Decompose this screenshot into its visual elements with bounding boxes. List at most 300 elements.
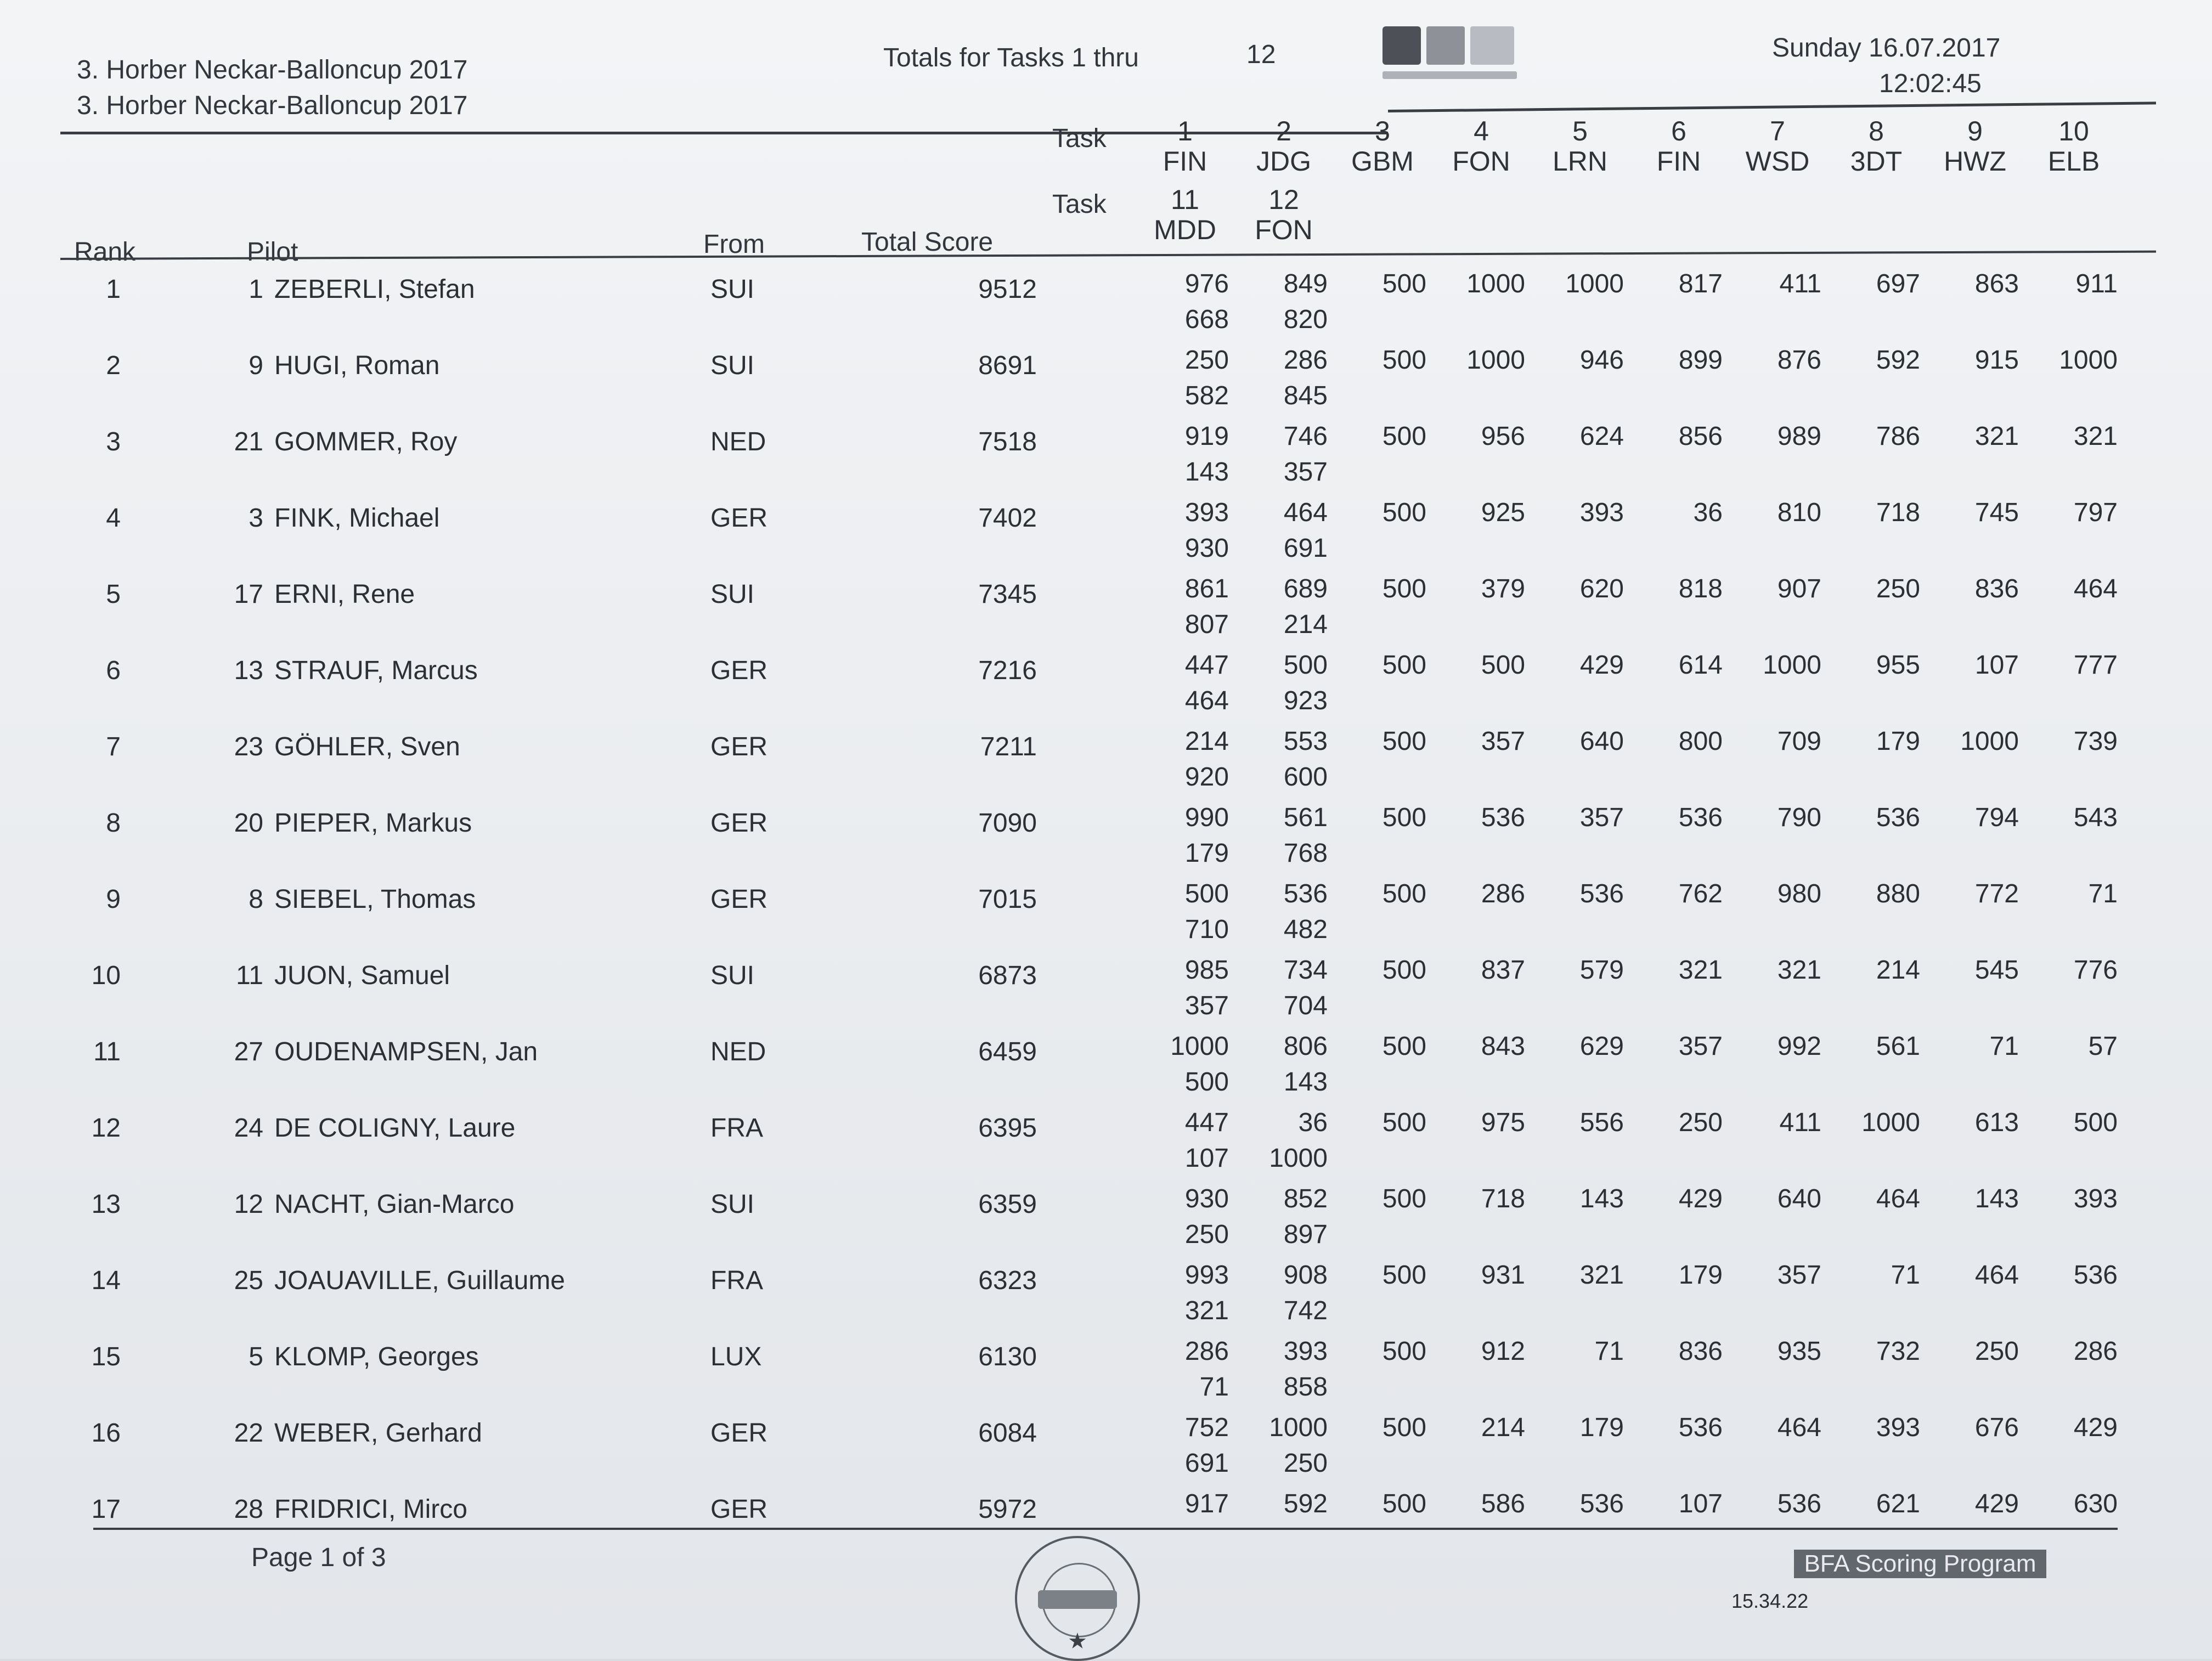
total-score-cell: 6873 bbox=[978, 961, 1037, 990]
pilot-name: OUDENAMPSEN, Jan bbox=[274, 1037, 538, 1066]
task-5-score: 640 bbox=[1579, 727, 1624, 756]
task-10-score: 393 bbox=[2073, 1184, 2118, 1213]
task-10-score: 777 bbox=[2073, 651, 2118, 680]
task-11-code: MDD bbox=[1154, 214, 1216, 245]
country-cell: GER bbox=[710, 809, 768, 838]
task-10-score: 536 bbox=[2073, 1261, 2118, 1290]
task-8-score: 214 bbox=[1876, 956, 1920, 985]
task-3-score: 500 bbox=[1382, 727, 1426, 756]
task-label-2: Task bbox=[1052, 190, 1107, 219]
task-12-score: 845 bbox=[1283, 381, 1328, 410]
table-head-rule bbox=[60, 251, 2156, 260]
task-6-score: 836 bbox=[1678, 1337, 1723, 1366]
task-2-score: 500 bbox=[1283, 651, 1328, 680]
task-9-score: 745 bbox=[1974, 498, 2019, 527]
total-score-cell: 6459 bbox=[978, 1037, 1037, 1066]
task-10-score: 464 bbox=[2073, 574, 2118, 603]
pilot-number: 23 bbox=[234, 732, 263, 761]
pilot-number: 11 bbox=[236, 961, 263, 990]
task-1-score: 214 bbox=[1184, 727, 1229, 756]
task-10-score: 321 bbox=[2073, 422, 2118, 451]
task-12-score: 691 bbox=[1283, 534, 1328, 563]
task-3-score: 500 bbox=[1382, 1108, 1426, 1137]
task-5-score: 143 bbox=[1579, 1184, 1624, 1213]
pilot-number: 25 bbox=[234, 1266, 263, 1295]
task-6-score: 321 bbox=[1678, 956, 1723, 985]
total-score-cell: 7345 bbox=[978, 580, 1037, 609]
pilot-name: ZEBERLI, Stefan bbox=[274, 275, 475, 304]
pilot-number: 27 bbox=[234, 1037, 263, 1066]
col-from: From bbox=[703, 230, 765, 259]
total-score-cell: 7015 bbox=[978, 885, 1037, 914]
task-7-score: 790 bbox=[1777, 803, 1821, 832]
task-4-score: 214 bbox=[1481, 1413, 1525, 1442]
task-3-score: 500 bbox=[1382, 1261, 1426, 1290]
pilot-name: STRAUF, Marcus bbox=[274, 656, 478, 685]
total-score-cell: 6084 bbox=[978, 1419, 1037, 1448]
pilot-name: WEBER, Gerhard bbox=[274, 1419, 482, 1448]
task-5-score: 429 bbox=[1579, 651, 1624, 680]
task-4-score: 837 bbox=[1481, 956, 1525, 985]
task-1-score: 1000 bbox=[1170, 1032, 1229, 1061]
total-score-cell: 7402 bbox=[978, 504, 1037, 533]
pilot-number: 24 bbox=[234, 1114, 263, 1143]
balloon-cup-logo-icon bbox=[1383, 26, 1520, 87]
pilot-name: NACHT, Gian-Marco bbox=[274, 1190, 515, 1219]
task-8-score: 621 bbox=[1876, 1489, 1920, 1518]
task-7-score: 640 bbox=[1777, 1184, 1821, 1213]
task-9-score: 794 bbox=[1974, 803, 2019, 832]
task-11-num: 11 bbox=[1171, 184, 1199, 215]
country-cell: GER bbox=[710, 1419, 768, 1448]
task-2-num: 2 bbox=[1276, 116, 1291, 146]
rank-cell: 8 bbox=[106, 809, 121, 838]
task-7-score: 321 bbox=[1777, 956, 1821, 985]
task-9-score: 545 bbox=[1974, 956, 2019, 985]
task-11-score: 321 bbox=[1184, 1296, 1229, 1325]
task-2-score: 36 bbox=[1298, 1108, 1328, 1137]
task-1-score: 393 bbox=[1184, 498, 1229, 527]
rank-cell: 4 bbox=[106, 504, 121, 533]
task-2-score: 908 bbox=[1283, 1261, 1328, 1290]
task-6-num: 6 bbox=[1671, 116, 1686, 146]
scoring-program-badge: BFA Scoring Program bbox=[1794, 1550, 2046, 1578]
rank-cell: 9 bbox=[106, 885, 121, 914]
totals-through: 12 bbox=[1246, 40, 1276, 69]
task-6-score: 536 bbox=[1678, 803, 1723, 832]
task-4-num: 4 bbox=[1474, 116, 1489, 146]
total-score-cell: 7211 bbox=[980, 732, 1037, 761]
task-9-score: 71 bbox=[1989, 1032, 2019, 1061]
task-10-score: 776 bbox=[2073, 956, 2118, 985]
task-3-score: 500 bbox=[1382, 879, 1426, 908]
task-2-score: 592 bbox=[1283, 1489, 1328, 1518]
task-4-score: 357 bbox=[1481, 727, 1525, 756]
rank-cell: 10 bbox=[91, 961, 121, 990]
pilot-number: 1 bbox=[249, 275, 263, 304]
task-6-score: 899 bbox=[1678, 346, 1723, 375]
task-10-score: 500 bbox=[2073, 1108, 2118, 1137]
bfa-seal-icon: ★ bbox=[1015, 1536, 1140, 1661]
task-5-score: 624 bbox=[1579, 422, 1624, 451]
task-1-score: 976 bbox=[1184, 269, 1229, 298]
rank-cell: 15 bbox=[91, 1342, 121, 1371]
task-9-score: 143 bbox=[1974, 1184, 2019, 1213]
task-1-score: 250 bbox=[1184, 346, 1229, 375]
task-3-score: 500 bbox=[1382, 269, 1426, 298]
task-11-score: 71 bbox=[1199, 1372, 1229, 1402]
task-8-score: 561 bbox=[1876, 1032, 1920, 1061]
total-score-cell: 7090 bbox=[978, 809, 1037, 838]
pilot-number: 20 bbox=[234, 809, 263, 838]
task-5-score: 393 bbox=[1579, 498, 1624, 527]
pilot-name: SIEBEL, Thomas bbox=[274, 885, 476, 914]
task-5-score: 321 bbox=[1579, 1261, 1624, 1290]
task-8-score: 732 bbox=[1876, 1337, 1920, 1366]
country-cell: SUI bbox=[710, 1190, 755, 1219]
task-1-score: 917 bbox=[1184, 1489, 1229, 1518]
pilot-number: 5 bbox=[249, 1342, 263, 1371]
task-11-score: 920 bbox=[1184, 762, 1229, 792]
task-5-score: 179 bbox=[1579, 1413, 1624, 1442]
task-2-score: 286 bbox=[1283, 346, 1328, 375]
pilot-number: 8 bbox=[249, 885, 263, 914]
task-10-score: 1000 bbox=[2059, 346, 2118, 375]
task-11-score: 930 bbox=[1184, 534, 1229, 563]
task-7-score: 464 bbox=[1777, 1413, 1821, 1442]
task-6-score: 800 bbox=[1678, 727, 1723, 756]
task-4-score: 718 bbox=[1481, 1184, 1525, 1213]
rank-cell: 14 bbox=[91, 1266, 121, 1295]
task-12-score: 214 bbox=[1283, 610, 1328, 639]
task-9-score: 107 bbox=[1974, 651, 2019, 680]
total-score-cell: 7518 bbox=[978, 427, 1037, 456]
task-11-score: 710 bbox=[1184, 915, 1229, 944]
task-1-score: 500 bbox=[1184, 879, 1229, 908]
task-7-score: 810 bbox=[1777, 498, 1821, 527]
task-10-score: 543 bbox=[2073, 803, 2118, 832]
task-10-score: 286 bbox=[2073, 1337, 2118, 1366]
task-12-score: 482 bbox=[1283, 915, 1328, 944]
task-4-score: 586 bbox=[1481, 1489, 1525, 1518]
task-9-score: 321 bbox=[1974, 422, 2019, 451]
task-5-score: 1000 bbox=[1565, 269, 1624, 298]
task-4-score: 1000 bbox=[1466, 269, 1525, 298]
total-score-cell: 7216 bbox=[978, 656, 1037, 685]
country-cell: SUI bbox=[710, 351, 755, 380]
task-1-code: FIN bbox=[1163, 146, 1207, 177]
total-score-cell: 8691 bbox=[978, 351, 1037, 380]
task-9-score: 464 bbox=[1974, 1261, 2019, 1290]
task-7-score: 709 bbox=[1777, 727, 1821, 756]
task-7-score: 536 bbox=[1777, 1489, 1821, 1518]
task-7-score: 411 bbox=[1779, 269, 1821, 298]
task-4-score: 956 bbox=[1481, 422, 1525, 451]
task-8-score: 393 bbox=[1876, 1413, 1920, 1442]
task-10-score: 739 bbox=[2073, 727, 2118, 756]
rank-cell: 5 bbox=[106, 580, 121, 609]
task-1-score: 993 bbox=[1184, 1261, 1229, 1290]
country-cell: FRA bbox=[710, 1266, 763, 1295]
task-7-score: 411 bbox=[1779, 1108, 1821, 1137]
task-5-num: 5 bbox=[1572, 116, 1588, 146]
task-6-score: 36 bbox=[1693, 498, 1723, 527]
pilot-name: FRIDRICI, Mirco bbox=[274, 1495, 467, 1524]
rank-cell: 7 bbox=[106, 732, 121, 761]
task-5-score: 629 bbox=[1579, 1032, 1624, 1061]
task-2-score: 536 bbox=[1283, 879, 1328, 908]
task-12-score: 897 bbox=[1283, 1220, 1328, 1249]
task-5-score: 946 bbox=[1579, 346, 1624, 375]
col-rank: Rank bbox=[74, 238, 136, 267]
task-12-score: 923 bbox=[1283, 686, 1328, 715]
pilot-name: JOAUAVILLE, Guillaume bbox=[274, 1266, 565, 1295]
task-7-score: 876 bbox=[1777, 346, 1821, 375]
task-3-score: 500 bbox=[1382, 956, 1426, 985]
country-cell: FRA bbox=[710, 1114, 763, 1143]
pilot-name: GOMMER, Roy bbox=[274, 427, 458, 456]
task-2-score: 561 bbox=[1283, 803, 1328, 832]
task-6-score: 357 bbox=[1678, 1032, 1723, 1061]
task-10-num: 10 bbox=[2058, 116, 2089, 146]
task-6-score: 107 bbox=[1678, 1489, 1723, 1518]
task-5-score: 579 bbox=[1579, 956, 1624, 985]
task-5-score: 620 bbox=[1579, 574, 1624, 603]
task-4-score: 500 bbox=[1481, 651, 1525, 680]
task-2-score: 464 bbox=[1283, 498, 1328, 527]
country-cell: GER bbox=[710, 656, 768, 685]
task-12-score: 357 bbox=[1283, 457, 1328, 487]
task-11-score: 582 bbox=[1184, 381, 1229, 410]
task-5-score: 357 bbox=[1579, 803, 1624, 832]
rank-cell: 3 bbox=[106, 427, 121, 456]
task-7-score: 935 bbox=[1777, 1337, 1821, 1366]
task-10-score: 911 bbox=[2075, 269, 2118, 298]
task-4-score: 1000 bbox=[1466, 346, 1525, 375]
task-7-code: WSD bbox=[1745, 146, 1810, 177]
task-1-score: 930 bbox=[1184, 1184, 1229, 1213]
task-9-score: 863 bbox=[1974, 269, 2019, 298]
task-11-score: 500 bbox=[1184, 1067, 1229, 1097]
task-6-score: 762 bbox=[1678, 879, 1723, 908]
task-12-score: 768 bbox=[1283, 839, 1328, 868]
task-3-score: 500 bbox=[1382, 651, 1426, 680]
task-10-score: 429 bbox=[2073, 1413, 2118, 1442]
print-date: Sunday 16.07.2017 bbox=[1772, 33, 2001, 63]
task-9-score: 250 bbox=[1974, 1337, 2019, 1366]
task-2-score: 806 bbox=[1283, 1032, 1328, 1061]
task-3-score: 500 bbox=[1382, 1184, 1426, 1213]
total-score-cell: 6395 bbox=[978, 1114, 1037, 1143]
task-8-score: 718 bbox=[1876, 498, 1920, 527]
pilot-number: 17 bbox=[234, 580, 263, 609]
task-10-score: 630 bbox=[2073, 1489, 2118, 1518]
task-3-score: 500 bbox=[1382, 1413, 1426, 1442]
task-12-code: FON bbox=[1255, 214, 1313, 245]
total-score-cell: 9512 bbox=[978, 275, 1037, 304]
rank-cell: 12 bbox=[91, 1114, 121, 1143]
country-cell: NED bbox=[710, 427, 766, 456]
task-3-score: 500 bbox=[1382, 803, 1426, 832]
rank-cell: 2 bbox=[106, 351, 121, 380]
pilot-number: 12 bbox=[234, 1190, 263, 1219]
task-10-code: ELB bbox=[2047, 146, 2100, 177]
task-3-score: 500 bbox=[1382, 498, 1426, 527]
task-12-score: 143 bbox=[1283, 1067, 1328, 1097]
col-total-score: Total Score bbox=[861, 228, 994, 257]
task-9-score: 836 bbox=[1974, 574, 2019, 603]
task-8-score: 955 bbox=[1876, 651, 1920, 680]
task-1-score: 919 bbox=[1184, 422, 1229, 451]
task-4-score: 931 bbox=[1481, 1261, 1525, 1290]
task-5-code: LRN bbox=[1552, 146, 1608, 177]
task-1-score: 286 bbox=[1184, 1337, 1229, 1366]
rank-cell: 11 bbox=[93, 1037, 121, 1066]
task-7-score: 992 bbox=[1777, 1032, 1821, 1061]
task-4-score: 379 bbox=[1481, 574, 1525, 603]
task-6-score: 818 bbox=[1678, 574, 1723, 603]
task-5-score: 556 bbox=[1579, 1108, 1624, 1137]
task-4-score: 925 bbox=[1481, 498, 1525, 527]
task-3-code: GBM bbox=[1351, 146, 1414, 177]
task-1-score: 447 bbox=[1184, 651, 1229, 680]
task-11-score: 250 bbox=[1184, 1220, 1229, 1249]
pilot-name: GÖHLER, Sven bbox=[274, 732, 460, 761]
total-score-cell: 5972 bbox=[978, 1495, 1037, 1524]
task-5-score: 536 bbox=[1579, 1489, 1624, 1518]
task-9-score: 772 bbox=[1974, 879, 2019, 908]
country-cell: SUI bbox=[710, 275, 755, 304]
task-9-score: 429 bbox=[1974, 1489, 2019, 1518]
header-rule-right bbox=[1388, 101, 2156, 112]
task-3-score: 500 bbox=[1382, 1489, 1426, 1518]
pilot-number: 21 bbox=[234, 427, 263, 456]
task-12-score: 820 bbox=[1283, 305, 1328, 334]
pilot-number: 13 bbox=[234, 656, 263, 685]
task-11-score: 807 bbox=[1184, 610, 1229, 639]
rank-cell: 16 bbox=[91, 1419, 121, 1448]
task-label-1: Task bbox=[1052, 124, 1107, 153]
task-10-score: 57 bbox=[2088, 1032, 2118, 1061]
task-4-code: FON bbox=[1452, 146, 1510, 177]
task-11-score: 107 bbox=[1184, 1144, 1229, 1173]
task-6-score: 817 bbox=[1678, 269, 1723, 298]
task-6-score: 179 bbox=[1678, 1261, 1723, 1290]
country-cell: SUI bbox=[710, 580, 755, 609]
task-2-score: 553 bbox=[1283, 727, 1328, 756]
task-8-score: 179 bbox=[1876, 727, 1920, 756]
task-12-score: 1000 bbox=[1269, 1144, 1328, 1173]
task-2-code: JDG bbox=[1256, 146, 1311, 177]
task-1-score: 447 bbox=[1184, 1108, 1229, 1137]
task-8-score: 697 bbox=[1876, 269, 1920, 298]
task-6-score: 614 bbox=[1678, 651, 1723, 680]
task-11-score: 357 bbox=[1184, 991, 1229, 1020]
task-6-score: 856 bbox=[1678, 422, 1723, 451]
task-4-score: 912 bbox=[1481, 1337, 1525, 1366]
task-10-score: 797 bbox=[2073, 498, 2118, 527]
country-cell: GER bbox=[710, 732, 768, 761]
task-8-score: 536 bbox=[1876, 803, 1920, 832]
event-title-1: 3. Horber Neckar-Balloncup 2017 bbox=[77, 55, 468, 84]
pilot-number: 28 bbox=[234, 1495, 263, 1524]
pilot-name: ERNI, Rene bbox=[274, 580, 415, 609]
pilot-number: 22 bbox=[234, 1419, 263, 1448]
task-8-num: 8 bbox=[1869, 116, 1884, 146]
task-10-score: 71 bbox=[2088, 879, 2118, 908]
task-7-score: 989 bbox=[1777, 422, 1821, 451]
task-5-score: 71 bbox=[1594, 1337, 1624, 1366]
task-2-score: 1000 bbox=[1269, 1413, 1328, 1442]
country-cell: LUX bbox=[710, 1342, 762, 1371]
task-11-score: 143 bbox=[1184, 457, 1229, 487]
task-9-num: 9 bbox=[1967, 116, 1983, 146]
task-3-score: 500 bbox=[1382, 1032, 1426, 1061]
task-2-score: 746 bbox=[1283, 422, 1328, 451]
task-7-score: 980 bbox=[1777, 879, 1821, 908]
page-indicator: Page 1 of 3 bbox=[251, 1543, 386, 1572]
task-6-score: 429 bbox=[1678, 1184, 1723, 1213]
task-12-score: 600 bbox=[1283, 762, 1328, 792]
task-12-score: 704 bbox=[1283, 991, 1328, 1020]
pilot-name: HUGI, Roman bbox=[274, 351, 440, 380]
rank-cell: 13 bbox=[91, 1190, 121, 1219]
task-12-score: 250 bbox=[1283, 1449, 1328, 1478]
task-11-score: 668 bbox=[1184, 305, 1229, 334]
pilot-name: FINK, Michael bbox=[274, 504, 440, 533]
pilot-name: DE COLIGNY, Laure bbox=[274, 1114, 516, 1143]
task-8-score: 71 bbox=[1891, 1261, 1920, 1290]
task-8-score: 250 bbox=[1876, 574, 1920, 603]
rank-cell: 1 bbox=[106, 275, 121, 304]
task-9-score: 676 bbox=[1974, 1413, 2019, 1442]
pilot-name: JUON, Samuel bbox=[274, 961, 450, 990]
task-2-score: 852 bbox=[1283, 1184, 1328, 1213]
task-11-score: 179 bbox=[1184, 839, 1229, 868]
task-2-score: 849 bbox=[1283, 269, 1328, 298]
task-6-score: 536 bbox=[1678, 1413, 1723, 1442]
total-score-cell: 6130 bbox=[978, 1342, 1037, 1371]
task-3-score: 500 bbox=[1382, 1337, 1426, 1366]
task-3-score: 500 bbox=[1382, 346, 1426, 375]
task-8-score: 1000 bbox=[1861, 1108, 1920, 1137]
task-3-score: 500 bbox=[1382, 574, 1426, 603]
task-1-score: 990 bbox=[1184, 803, 1229, 832]
task-6-score: 250 bbox=[1678, 1108, 1723, 1137]
pilot-number: 3 bbox=[249, 504, 263, 533]
task-9-score: 613 bbox=[1974, 1108, 2019, 1137]
task-4-score: 975 bbox=[1481, 1108, 1525, 1137]
table-bottom-rule bbox=[93, 1528, 2118, 1530]
country-cell: SUI bbox=[710, 961, 755, 990]
task-2-score: 689 bbox=[1283, 574, 1328, 603]
task-9-code: HWZ bbox=[1944, 146, 2006, 177]
country-cell: GER bbox=[710, 1495, 768, 1524]
task-7-score: 1000 bbox=[1763, 651, 1821, 680]
task-12-num: 12 bbox=[1268, 184, 1299, 215]
task-3-score: 500 bbox=[1382, 422, 1426, 451]
task-1-score: 752 bbox=[1184, 1413, 1229, 1442]
event-title-2: 3. Horber Neckar-Balloncup 2017 bbox=[77, 91, 468, 120]
task-9-score: 915 bbox=[1974, 346, 2019, 375]
total-score-cell: 6323 bbox=[978, 1266, 1037, 1295]
country-cell: NED bbox=[710, 1037, 766, 1066]
print-time: 12:02:45 bbox=[1879, 69, 1982, 98]
task-8-score: 464 bbox=[1876, 1184, 1920, 1213]
task-7-num: 7 bbox=[1770, 116, 1785, 146]
task-12-score: 858 bbox=[1283, 1372, 1328, 1402]
task-9-score: 1000 bbox=[1960, 727, 2019, 756]
